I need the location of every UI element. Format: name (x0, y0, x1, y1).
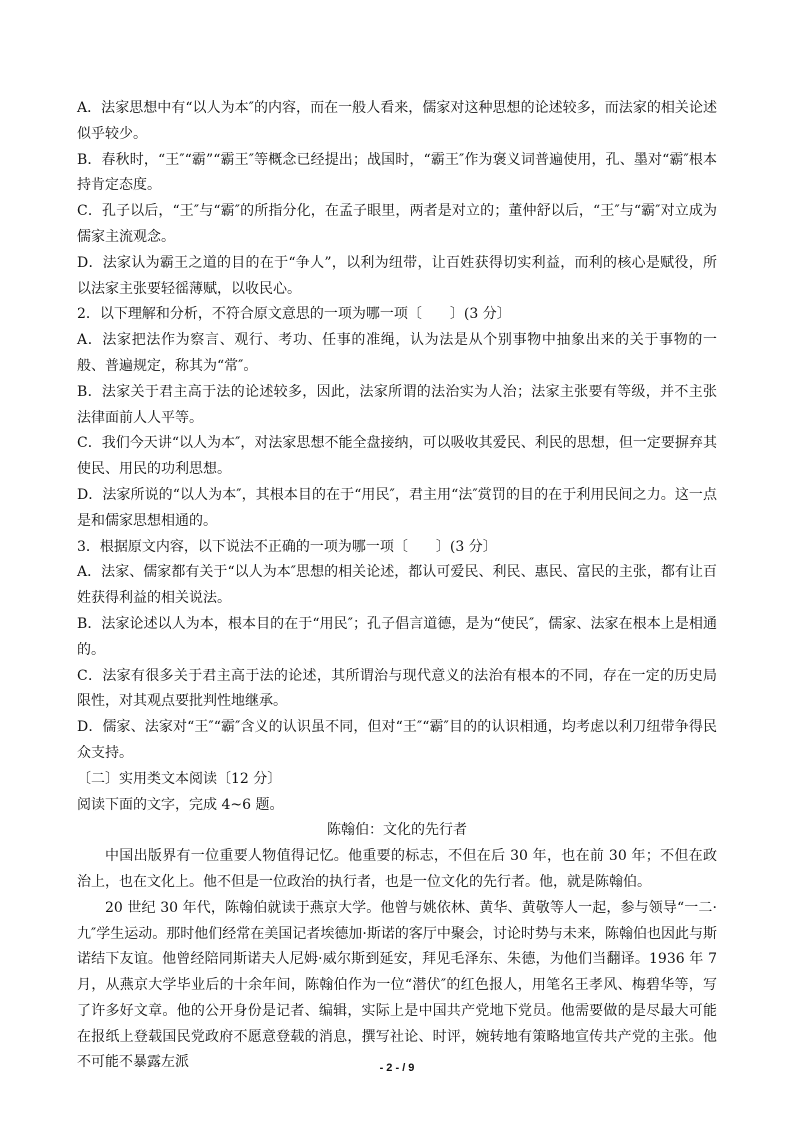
page-number: - 2 - / 9 (379, 1062, 415, 1074)
q3-option-a: A．法家、儒家都有关于“以人为本″思想的相关论述，都认可爱民、利民、惠民、富民的主张，都有让百姓获得利益的相关说法。 (77, 564, 717, 607)
section-two-instruction: 阅读下面的文字，完成 4~6 题。 (77, 796, 284, 813)
q2-option-c: C．我们今天讲“以人为本″，对法家思想不能全盘接纳，可以吸收其爱民、利民的思想，但一定要摒弃其使民、用民的功利思想。 (77, 435, 717, 478)
q2-option-a: A．法家把法作为察言、观行、考功、任事的准绳，认为法是从个别事物中抽象出来的关于事物的一般、普遍规定，称其为“常″。 (77, 332, 717, 374)
q1-option-b: B．春秋时，“王″“霸”“霸王″等概念已经提出；战国时，“霸王″作为褒义词普遍使用，孔、墨对“霸″根本持肯定态度。 (77, 151, 717, 194)
article-paragraph-1: 中国出版界有一位重要人物值得记忆。他重要的标志，不但在后 30 年，也在前 30 年；不但在政治上，也在文化上。他不但是一位政治的执行者，也是一位文化的先行者。他，就是陈翰伯。 (77, 848, 717, 890)
article-paragraph-2: 20 世纪 30 年代，陈翰伯就读于燕京大学。他曾与姚依林、黄华、黄敬等人一起，参与领导“一二·九″学生运动。那时他们经常在美国记者埃德加·斯诺的客厅中聚会，讨论时势与未来，陈翰伯也因此与斯诺结下友谊。他曾经陪同斯诺夫人尼姆·威尔斯到延安，拜见毛泽东、朱德，为他们当翻译。1936 年 7 月，从燕京大学毕业后的十余年间，陈翰伯作为一位“潜伏″的红色报人，用笔名王孝风、梅碧华等，写了许多好文章。他的公开身份是记者、编辑，实际上是中国共产党地下党员。他需要做的是尽最大可能在报纸上登载国民党政府不愿意登载的消息，撰写社论、时评，婉转地有策略地宣传共产党的主张。他不可能不暴露左派 (77, 899, 717, 1071)
q3-stem: 3．根据原文内容，以下说法不正确的一项为哪一项〔 〕(3 分〕 (77, 538, 497, 555)
q1-option-d: D．法家认为霸王之道的目的在于“争人”，以利为纽带，让百姓获得切实利益，而利的核心是赋役，所以法家主张要轻徭薄赋，以收民心。 (77, 254, 717, 297)
q3-option-d: D．儒家、法家对“王″“霸″含义的认识虽不同，但对“王″“霸″目的的认识相通，均考虑以利刀纽带争得民众支持。 (77, 719, 717, 761)
q2-option-b: B．法家关于君主高于法的论述较多，因此，法家所谓的法治实为人治；法家主张要有等级，并不主张法律面前人人平等。 (77, 383, 717, 426)
q3-option-c: C．法家有很多关于君主高于法的论述，其所谓治与现代意义的法治有根本的不同，存在一定的历史局限性，对其观点要批判性地继承。 (77, 667, 717, 710)
q2-stem: 2．以下理解和分析，不符合原文意思的一项为哪一项〔 〕(3 分〕 (77, 306, 511, 323)
q1-option-a: A．法家思想中有“以人为本″的内容，而在一般人看来，儒家对这种思想的论述较多，而法家的相关论述似乎较少。 (77, 100, 717, 142)
section-two-heading: 〔二〕实用类文本阅读〔12 分〕 (77, 770, 282, 787)
q3-option-b: B．法家论述以人为本，根本目的在于“用民″；孔子倡言道德，是为“使民″，儒家、法家在根本上是相通的。 (77, 615, 717, 658)
document-body (77, 96, 717, 1076)
q1-option-c: C．孔子以后，“王″与“霸″的所指分化，在孟子眼里，两者是对立的；董仲舒以后，“王″与“霸″对立成为儒家主流观念。 (77, 203, 717, 245)
article-title: 陈翰伯：文化的先行者 (327, 822, 467, 839)
q2-option-d: D．法家所说的“以人为本″，其根本目的在于“用民″，君主用“法″赏罚的目的在于利用民间之力。这一点是和儒家思想相通的。 (77, 486, 717, 529)
